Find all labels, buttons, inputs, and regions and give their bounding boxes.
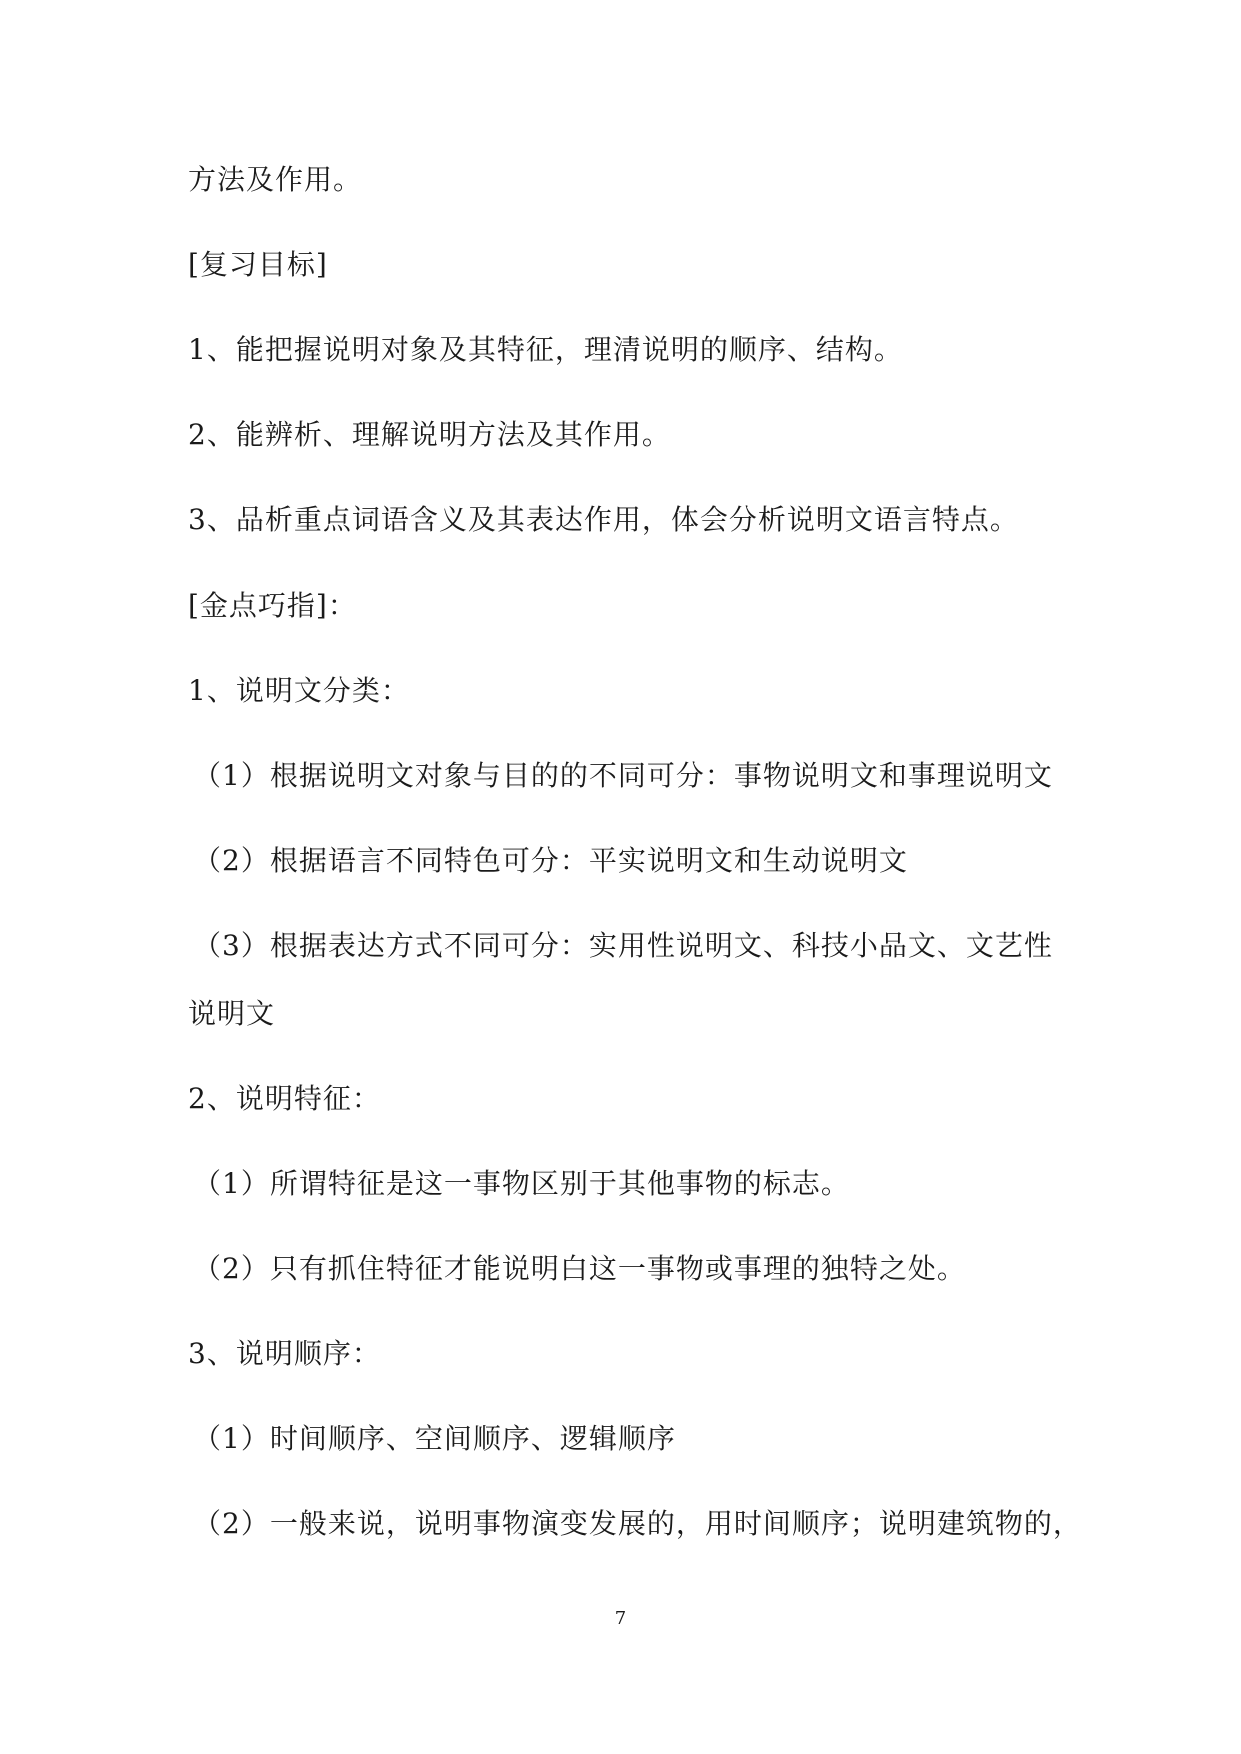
text-line: （1）时间顺序、空间顺序、逻辑顺序 [193,1422,676,1455]
page-number: 7 [614,1608,627,1629]
text-line: 2、能辨析、理解说明方法及其作用。 [188,418,671,451]
text-line: （2）一般来说，说明事物演变发展的，用时间顺序；说明建筑物的， [193,1507,1082,1540]
text-line: （3）根据表达方式不同可分：实用性说明文、科技小品文、文艺性 [193,929,1053,962]
text-line: （2）根据语言不同特色可分：平实说明文和生动说明文 [193,844,908,877]
text-line: 1、能把握说明对象及其特征，理清说明的顺序、结构。 [188,333,903,366]
text-line: 3、说明顺序： [188,1337,381,1370]
text-line: 3、品析重点词语含义及其表达作用，体会分析说明文语言特点。 [188,503,1019,536]
section-heading-review-goals: [复习目标] [188,248,328,281]
text-line: 2、说明特征： [188,1082,381,1115]
text-line: （1）根据说明文对象与目的的不同可分：事物说明文和事理说明文 [193,759,1053,792]
text-line: 方法及作用。 [188,163,363,196]
text-line: 1、说明文分类： [188,674,410,707]
text-line: （2）只有抓住特征才能说明白这一事物或事理的独特之处。 [193,1252,966,1285]
text-line: 说明文 [188,997,276,1030]
section-heading-key-points: [金点巧指]： [188,589,357,622]
text-line: （1）所谓特征是这一事物区别于其他事物的标志。 [193,1167,850,1200]
